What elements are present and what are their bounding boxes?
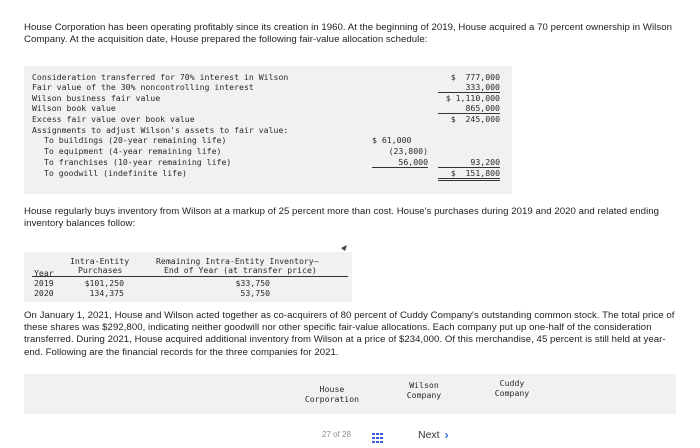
next-label: Next <box>418 429 440 441</box>
next-button[interactable] <box>418 428 449 442</box>
row-2019-purchases: $101,250 <box>84 278 124 288</box>
schedule-consideration-value: $ 777,000 <box>450 72 500 82</box>
purchases-paragraph: House regularly buys inventory from Wilson at a markup of 25 percent more than cost. House's purchases during 2019 and 2020 and related ending inventory balances follow: <box>24 206 660 230</box>
schedule-franchises-value: 56,000 <box>372 157 428 168</box>
schedule-buildings-value: $ 61,000 <box>372 135 412 145</box>
schedule-business-fv-value: $ 1,110,000 <box>445 93 500 103</box>
row-2020-remaining: 53,750 <box>240 288 270 298</box>
schedule-label-8: To franchises (10-year remaining life) <box>44 157 232 167</box>
schedule-label-3: Wilson book value <box>32 103 116 113</box>
row-2020-year: 2020 <box>34 288 54 298</box>
cuddy-paragraph: On January 1, 2021, House and Wilson acted together as co-acquirers of 80 percent of Cuddy Company's outstanding common stock. The total price of these shares was $292,800, indicating neither goodwill nor other specific fair-value allocations. Each company put up one-half of the consideration transferred. During 2021, House acquired additional inventory from Wilson at a price of $234,000. Of this merchandise, 45 percent is still held at year-end. Following are the financial records for the three companies for 2021. <box>24 310 675 358</box>
col-header-remaining-2: End of Year (at transfer price) <box>164 265 317 275</box>
schedule-label-7: To equipment (4-year remaining life) <box>44 146 222 156</box>
col-header-purchases-1: Intra-Entity <box>70 256 130 266</box>
schedule-assignments-total: 93,200 <box>438 157 500 168</box>
schedule-label-2: Wilson business fair value <box>32 93 161 103</box>
schedule-label-4: Excess fair value over book value <box>32 114 195 124</box>
schedule-label-6: To buildings (20-year remaining life) <box>44 135 227 145</box>
schedule-label-5: Assignments to adjust Wilson's assets to fair value: <box>32 125 289 135</box>
page-indicator: 27 of 28 <box>322 430 351 439</box>
cursor-icon <box>340 244 348 252</box>
schedule-nci-value: 333,000 <box>438 82 500 93</box>
header-wilson-1: Wilson <box>409 380 439 390</box>
chevron-right-icon: › <box>444 428 449 442</box>
col-header-year: Year <box>34 268 54 278</box>
col-header-purchases-2: Purchases <box>78 265 123 275</box>
schedule-equipment-value: (23,800) <box>388 146 428 156</box>
financial-records-header <box>24 374 676 414</box>
header-cuddy-2: Company <box>494 388 530 398</box>
header-house-2: Corporation <box>304 394 360 404</box>
intro-paragraph: House Corporation has been operating profitably since its creation in 1960. At the beginning of 2019, House acquired a 70 percent ownership in Wilson Company. At the acquisition date, House prepared the following fair-value allocation schedule: <box>24 22 672 46</box>
header-wilson-2: Company <box>406 390 442 400</box>
inventory-table <box>24 252 352 302</box>
grid-icon[interactable] <box>372 430 384 440</box>
header-house-1: House <box>319 384 345 394</box>
schedule-label-9: To goodwill (indefinite life) <box>44 168 187 178</box>
row-2019-remaining: $33,750 <box>235 278 270 288</box>
schedule-book-value: 865,000 <box>438 103 500 114</box>
schedule-label-0: Consideration transferred for 70% interest in Wilson <box>32 72 289 82</box>
header-cuddy-1: Cuddy <box>499 378 525 388</box>
col-header-remaining-1: Remaining Intra-Entity Inventory— <box>156 256 319 266</box>
schedule-goodwill-value: $ 151,800 <box>438 168 500 181</box>
schedule-label-1: Fair value of the 30% noncontrolling interest <box>32 82 254 92</box>
fair-value-schedule <box>24 66 512 194</box>
schedule-excess-value: $ 245,000 <box>450 114 500 124</box>
row-2019-year: 2019 <box>34 278 54 288</box>
header-divider <box>32 276 348 277</box>
row-2020-purchases: 134,375 <box>89 288 124 298</box>
